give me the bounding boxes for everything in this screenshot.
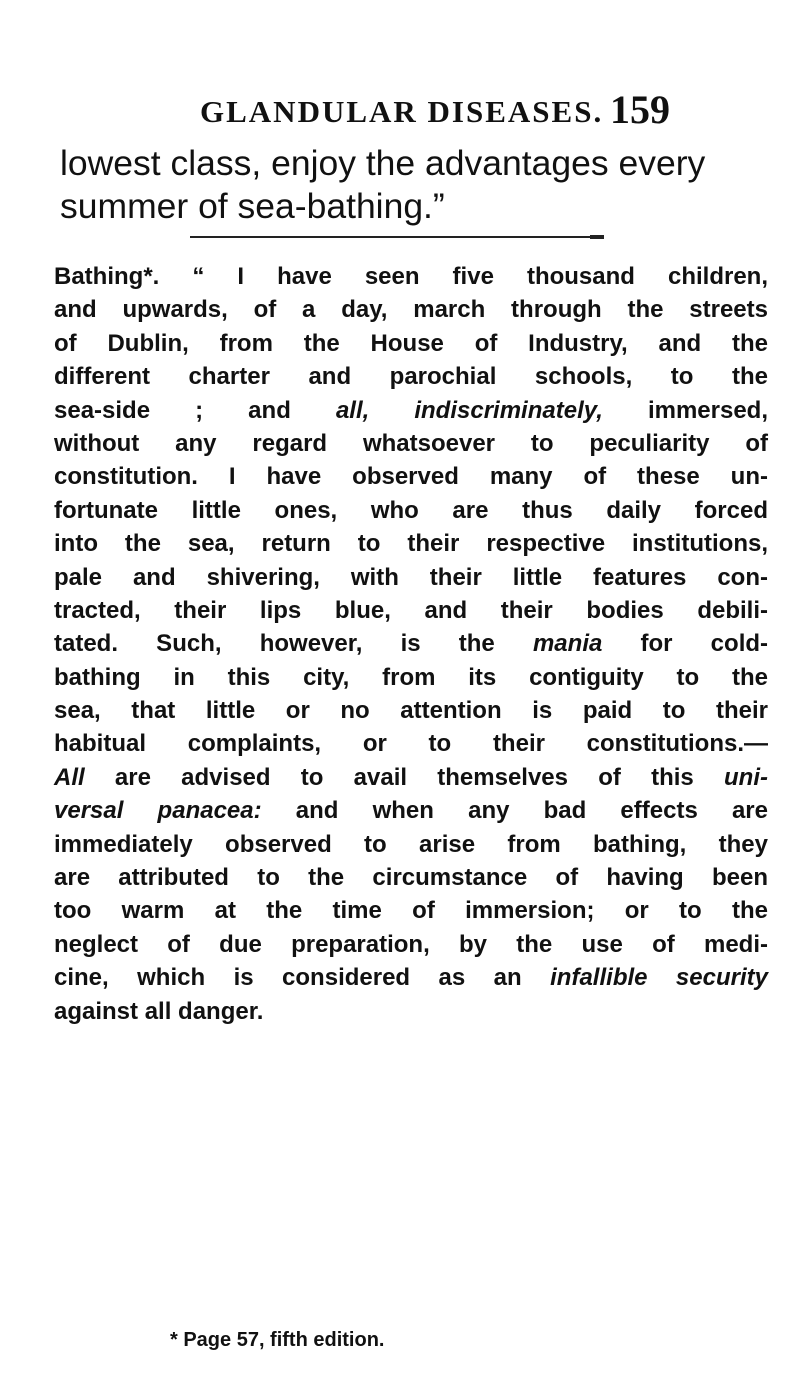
quote-line — [54, 427, 768, 460]
italic-phrase: versal panacea: — [54, 797, 262, 825]
quote-line — [54, 861, 768, 894]
text-run: fortunate little ones, who are thus daily forced — [54, 496, 768, 524]
text-run: immediately observed to arise from bathing, they — [54, 830, 768, 858]
intro-paragraph — [60, 142, 760, 228]
quote-line — [54, 961, 768, 994]
text-run: tracted, their lips blue, and their bodies debili- — [54, 596, 768, 624]
quoted-paragraph — [54, 260, 768, 1028]
quote-line — [54, 995, 768, 1028]
text-run: are advised to avail themselves of this — [84, 763, 725, 791]
intro-line: lowest class, enjoy the advantages every — [60, 143, 706, 183]
text-run: neglect of due preparation, by the use of medi- — [54, 930, 768, 958]
quote-line — [54, 894, 768, 927]
text-run: without any regard whatsoever to peculiarity of — [54, 429, 768, 457]
text-run: of Dublin, from the House of Industry, and the — [54, 329, 768, 357]
italic-phrase: mania — [532, 630, 603, 658]
text-run: pale and shivering, with their little features con- — [54, 563, 768, 591]
quote-line — [54, 661, 768, 694]
text-run: sea-side ; and — [54, 396, 336, 424]
quote-line — [54, 727, 768, 760]
quote-line — [54, 794, 768, 827]
text-run: into the sea, return to their respective institutions, — [54, 530, 768, 558]
text-run: against all danger. — [54, 997, 264, 1025]
text-run: bathing in this city, from its contiguity to the — [54, 663, 768, 691]
page-number: 159 — [610, 87, 670, 132]
text-run: immersed, — [602, 396, 769, 424]
text-run: and upwards, of a day, march through the streets — [54, 296, 768, 324]
quote-line — [54, 394, 768, 427]
quote-line — [54, 594, 768, 627]
italic-phrase: all, indiscriminately, — [335, 396, 603, 424]
text-run: for cold- — [602, 630, 769, 658]
quote-line — [54, 627, 768, 660]
text-run: too warm at the time of immersion; or to the — [54, 897, 768, 925]
quote-line — [54, 293, 768, 326]
text-run: cine, which is considered as an — [54, 964, 551, 992]
text-run: different charter and parochial schools, to the — [54, 363, 768, 391]
running-head — [150, 86, 670, 136]
quote-line — [54, 360, 768, 393]
quote-line — [54, 527, 768, 560]
intro-line: summer of sea-bathing.” — [60, 186, 445, 226]
quote-line — [54, 260, 768, 293]
italic-phrase: infallible security — [550, 964, 768, 992]
quote-line — [54, 494, 768, 527]
text-run: habitual complaints, or to their constitutions.— — [54, 730, 768, 758]
quote-line — [54, 460, 768, 493]
italic-phrase: uni- — [724, 763, 768, 791]
text-run: constitution. I have observed many of these un- — [54, 463, 768, 491]
footnote: * Page 57, fifth edition. — [170, 1329, 385, 1351]
text-run: are attributed to the circumstance of having been — [54, 864, 768, 892]
quote-line — [54, 761, 768, 794]
section-divider — [190, 236, 600, 238]
italic-phrase: All — [54, 763, 85, 791]
text-run: tated. Such, however, is the — [54, 630, 533, 658]
text-run: sea, that little or no attention is paid to their — [54, 697, 768, 725]
quote-line — [54, 694, 768, 727]
quote-line — [54, 928, 768, 961]
quote-line — [54, 327, 768, 360]
text-run: Bathing*. “ I have seen five thousand children, — [54, 263, 768, 290]
quote-line — [54, 561, 768, 594]
quote-line — [54, 828, 768, 861]
running-title: GLANDULAR DISEASES. — [200, 94, 604, 129]
text-run: and when any bad effects are — [261, 797, 768, 825]
